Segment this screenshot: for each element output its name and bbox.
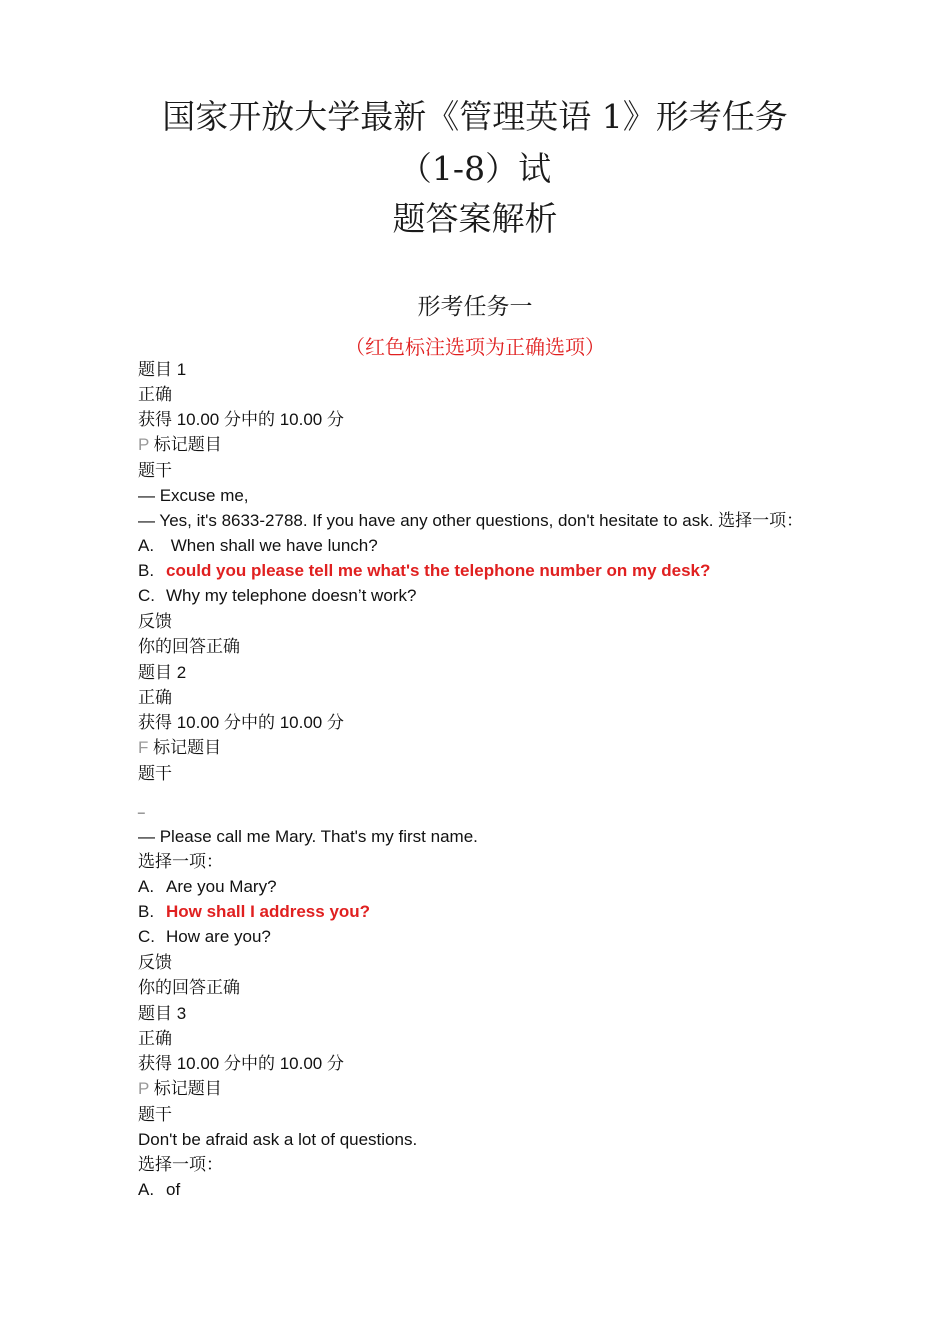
flag-label: 标记题目 xyxy=(153,738,222,757)
q2-number: 题目 2 xyxy=(138,663,187,682)
q3-stem-line1: Don't be afraid ask a lot of questions. xyxy=(138,1130,418,1149)
q2-stem-blank: _ xyxy=(138,800,145,814)
q1-feedback-label: 反馈 xyxy=(138,612,172,631)
option-letter: C. xyxy=(138,586,155,605)
q2-score: 获得 10.00 分中的 10.00 分 xyxy=(138,713,344,732)
q3-stem-label: 题干 xyxy=(138,1105,172,1124)
q2-stem-label: 题干 xyxy=(138,764,172,783)
q1-score: 获得 10.00 分中的 10.00 分 xyxy=(138,410,344,429)
flag-icon: F xyxy=(138,738,149,757)
correct-option-text: How shall I address you? xyxy=(166,902,371,921)
option-text: How are you? xyxy=(166,927,271,946)
q2-option-b[interactable] xyxy=(138,901,370,923)
doc-title-line3: 题答案解析 xyxy=(392,199,558,238)
doc-title-line2: （1-8）试 xyxy=(398,149,552,188)
q2-stem-line1: — Please call me Mary. That's my first name. xyxy=(138,827,478,846)
option-letter: A. xyxy=(138,1180,155,1199)
q1-stem-label: 题干 xyxy=(138,461,172,480)
flag-icon: P xyxy=(138,435,150,454)
q3-choose: 选择一项： xyxy=(138,1155,223,1174)
q1-number: 题目 1 xyxy=(138,360,187,379)
option-text: Why my telephone doesn’t work? xyxy=(166,586,417,605)
q3-number: 题目 3 xyxy=(138,1004,187,1023)
q1-stem-line2: — Yes, it's 8633-2788. If you have any other questions, don't hesitate to ask. 选择一项： xyxy=(138,511,804,530)
doc-title-line1: 国家开放大学最新《管理英语 1》形考任务 xyxy=(162,97,788,136)
q1-option-c[interactable] xyxy=(138,585,416,607)
q2-option-c[interactable] xyxy=(138,926,271,948)
q1-option-b[interactable] xyxy=(138,560,710,582)
q2-feedback-label: 反馈 xyxy=(138,953,172,972)
flag-label: 标记题目 xyxy=(153,1079,222,1098)
q3-flag-row[interactable] xyxy=(138,1078,222,1100)
q1-stem-line1: — Excuse me, xyxy=(138,486,249,505)
q1-feedback: 你的回答正确 xyxy=(138,637,240,656)
option-letter: A. xyxy=(138,877,155,896)
flag-icon: P xyxy=(138,1079,150,1098)
q1-flag-row[interactable] xyxy=(138,434,222,456)
option-letter: B. xyxy=(138,902,155,921)
q1-status: 正确 xyxy=(138,385,172,404)
q3-status: 正确 xyxy=(138,1029,172,1048)
correct-option-text: could you please tell me what's the telephone number on my desk? xyxy=(166,561,711,580)
option-letter: B. xyxy=(138,561,155,580)
q2-flag-row[interactable] xyxy=(138,737,221,759)
q2-status: 正确 xyxy=(138,688,172,707)
red-note: （红色标注选项为正确选项） xyxy=(345,335,605,359)
q2-feedback: 你的回答正确 xyxy=(138,978,240,997)
q3-score: 获得 10.00 分中的 10.00 分 xyxy=(138,1054,344,1073)
option-letter: C. xyxy=(138,927,155,946)
option-text: Are you Mary? xyxy=(166,877,277,896)
q1-option-a[interactable] xyxy=(138,535,378,557)
option-text: When shall we have lunch? xyxy=(166,536,378,555)
q2-option-a[interactable] xyxy=(138,876,277,898)
section-heading: 形考任务一 xyxy=(417,294,533,320)
q3-option-a[interactable] xyxy=(138,1179,180,1201)
flag-label: 标记题目 xyxy=(153,435,222,454)
option-letter: A. xyxy=(138,536,155,555)
q2-choose: 选择一项： xyxy=(138,852,223,871)
option-text: of xyxy=(166,1180,181,1199)
